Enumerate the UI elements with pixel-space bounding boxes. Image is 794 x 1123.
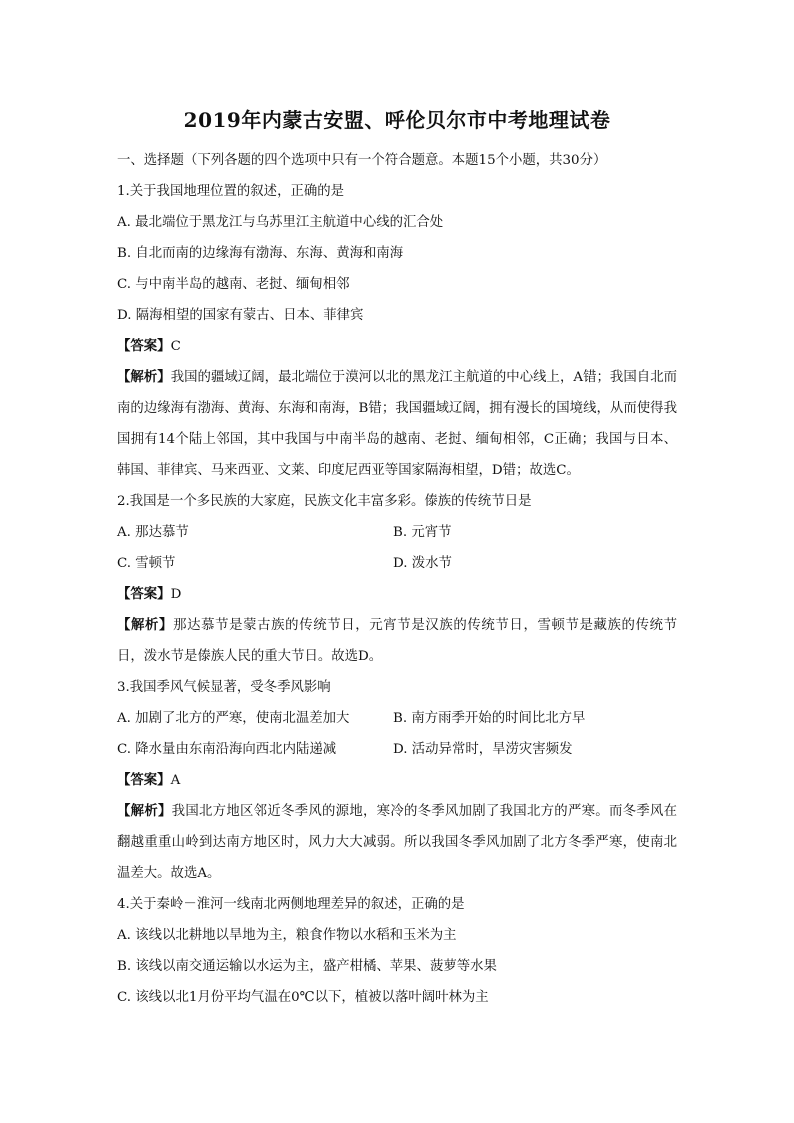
- question-2-option-b: B. 元宵节: [393, 525, 452, 540]
- question-2-analysis: [117, 610, 677, 672]
- question-1-stem: 1.关于我国地理位置的叙述，正确的是: [117, 184, 345, 199]
- answer-label: 【答案】: [117, 586, 171, 602]
- question-1-option-a: A. 最北端位于黑龙江与乌苏里江主航道中心线的汇合处: [117, 215, 444, 230]
- question-2-options-row-2: [117, 548, 677, 579]
- analysis-label: 【解析】: [117, 617, 174, 633]
- question-3-options-row-2: [117, 734, 677, 765]
- answer-label: 【答案】: [117, 772, 171, 788]
- question-4-option-c: C. 该线以北1月份平均气温在0℃以下，植被以落叶阔叶林为主: [117, 990, 489, 1005]
- analysis-text: 我国北方地区邻近冬季风的源地，寒冷的冬季风加剧了我国北方的严寒。而冬季风在翻越重重山岭到达南方地区时，风力大大减弱。所以我国冬季风加剧了北方冬季严寒，使南北温差大。故选A。: [117, 804, 678, 881]
- question-2-option-a: A. 那达慕节: [117, 525, 189, 540]
- question-1-option-d: D. 隔海相望的国家有蒙古、日本、菲律宾: [117, 308, 364, 323]
- page-title: 2019年内蒙古安盟、呼伦贝尔市中考地理试卷: [183, 108, 611, 132]
- answer-value: A: [170, 773, 181, 788]
- section-heading: 一、选择题（下列各题的四个选项中只有一个符合题意。本题15个小题，共30分）: [117, 153, 607, 168]
- question-2-option-c: C. 雪顿节: [117, 556, 176, 571]
- question-1-answer: [117, 331, 677, 362]
- question-2-options-row-1: [117, 517, 677, 548]
- question-2-option-d: D. 泼水节: [393, 556, 452, 571]
- question-3-option-b: B. 南方雨季开始的时间比北方早: [393, 711, 586, 726]
- question-3-answer: [117, 765, 677, 796]
- analysis-label: 【解析】: [117, 369, 171, 385]
- answer-value: D: [170, 587, 182, 602]
- question-4-option-b: B. 该线以南交通运输以水运为主，盛产柑橘、苹果、菠萝等水果: [117, 959, 497, 974]
- analysis-text: 我国的疆域辽阔，最北端位于漠河以北的黑龙江主航道的中心线上，A错；我国自北而南的边缘海有渤海、黄海、东海和南海，B错；我国疆域辽阔，拥有漫长的国境线，从而使得我国拥有14个陆上邻国，其中我国与中南半岛的越南、老挝、缅甸相邻，C正确；我国与日本、韩国、菲律宾、马来西亚、文莱、印度尼西亚等国家隔海相望，D错；故选C。: [117, 370, 678, 478]
- question-3-options-row-1: [117, 703, 677, 734]
- question-2-stem: 2.我国是一个多民族的大家庭，民族文化丰富多彩。傣族的传统节日是: [117, 494, 532, 509]
- analysis-label: 【解析】: [117, 803, 172, 819]
- question-1-analysis: [117, 362, 677, 486]
- answer-value: C: [170, 339, 181, 354]
- question-1-option-b: B. 自北而南的边缘海有渤海、东海、黄海和南海: [117, 246, 404, 261]
- document-body: [117, 145, 677, 1013]
- question-4-stem: 4.关于秦岭－淮河一线南北两侧地理差异的叙述，正确的是: [117, 897, 465, 912]
- answer-label: 【答案】: [117, 338, 171, 354]
- question-3-option-d: D. 活动异常时，旱涝灾害频发: [393, 742, 573, 757]
- question-3-option-c: C. 降水量由东南沿海向西北内陆递减: [117, 742, 337, 757]
- analysis-text: 那达慕节是蒙古族的传统节日，元宵节是汉族的传统节日，雪顿节是藏族的传统节日，泼水节是傣族人民的重大节日。故选D。: [117, 618, 677, 664]
- question-3-analysis: [117, 796, 677, 889]
- question-4-option-a: A. 该线以北耕地以旱地为主，粮食作物以水稻和玉米为主: [117, 928, 457, 943]
- question-3-option-a: A. 加剧了北方的严寒，使南北温差加大: [117, 711, 350, 726]
- question-2-answer: [117, 579, 677, 610]
- question-3-stem: 3.我国季风气候显著，受冬季风影响: [117, 680, 331, 695]
- question-1-option-c: C. 与中南半岛的越南、老挝、缅甸相邻: [117, 277, 350, 292]
